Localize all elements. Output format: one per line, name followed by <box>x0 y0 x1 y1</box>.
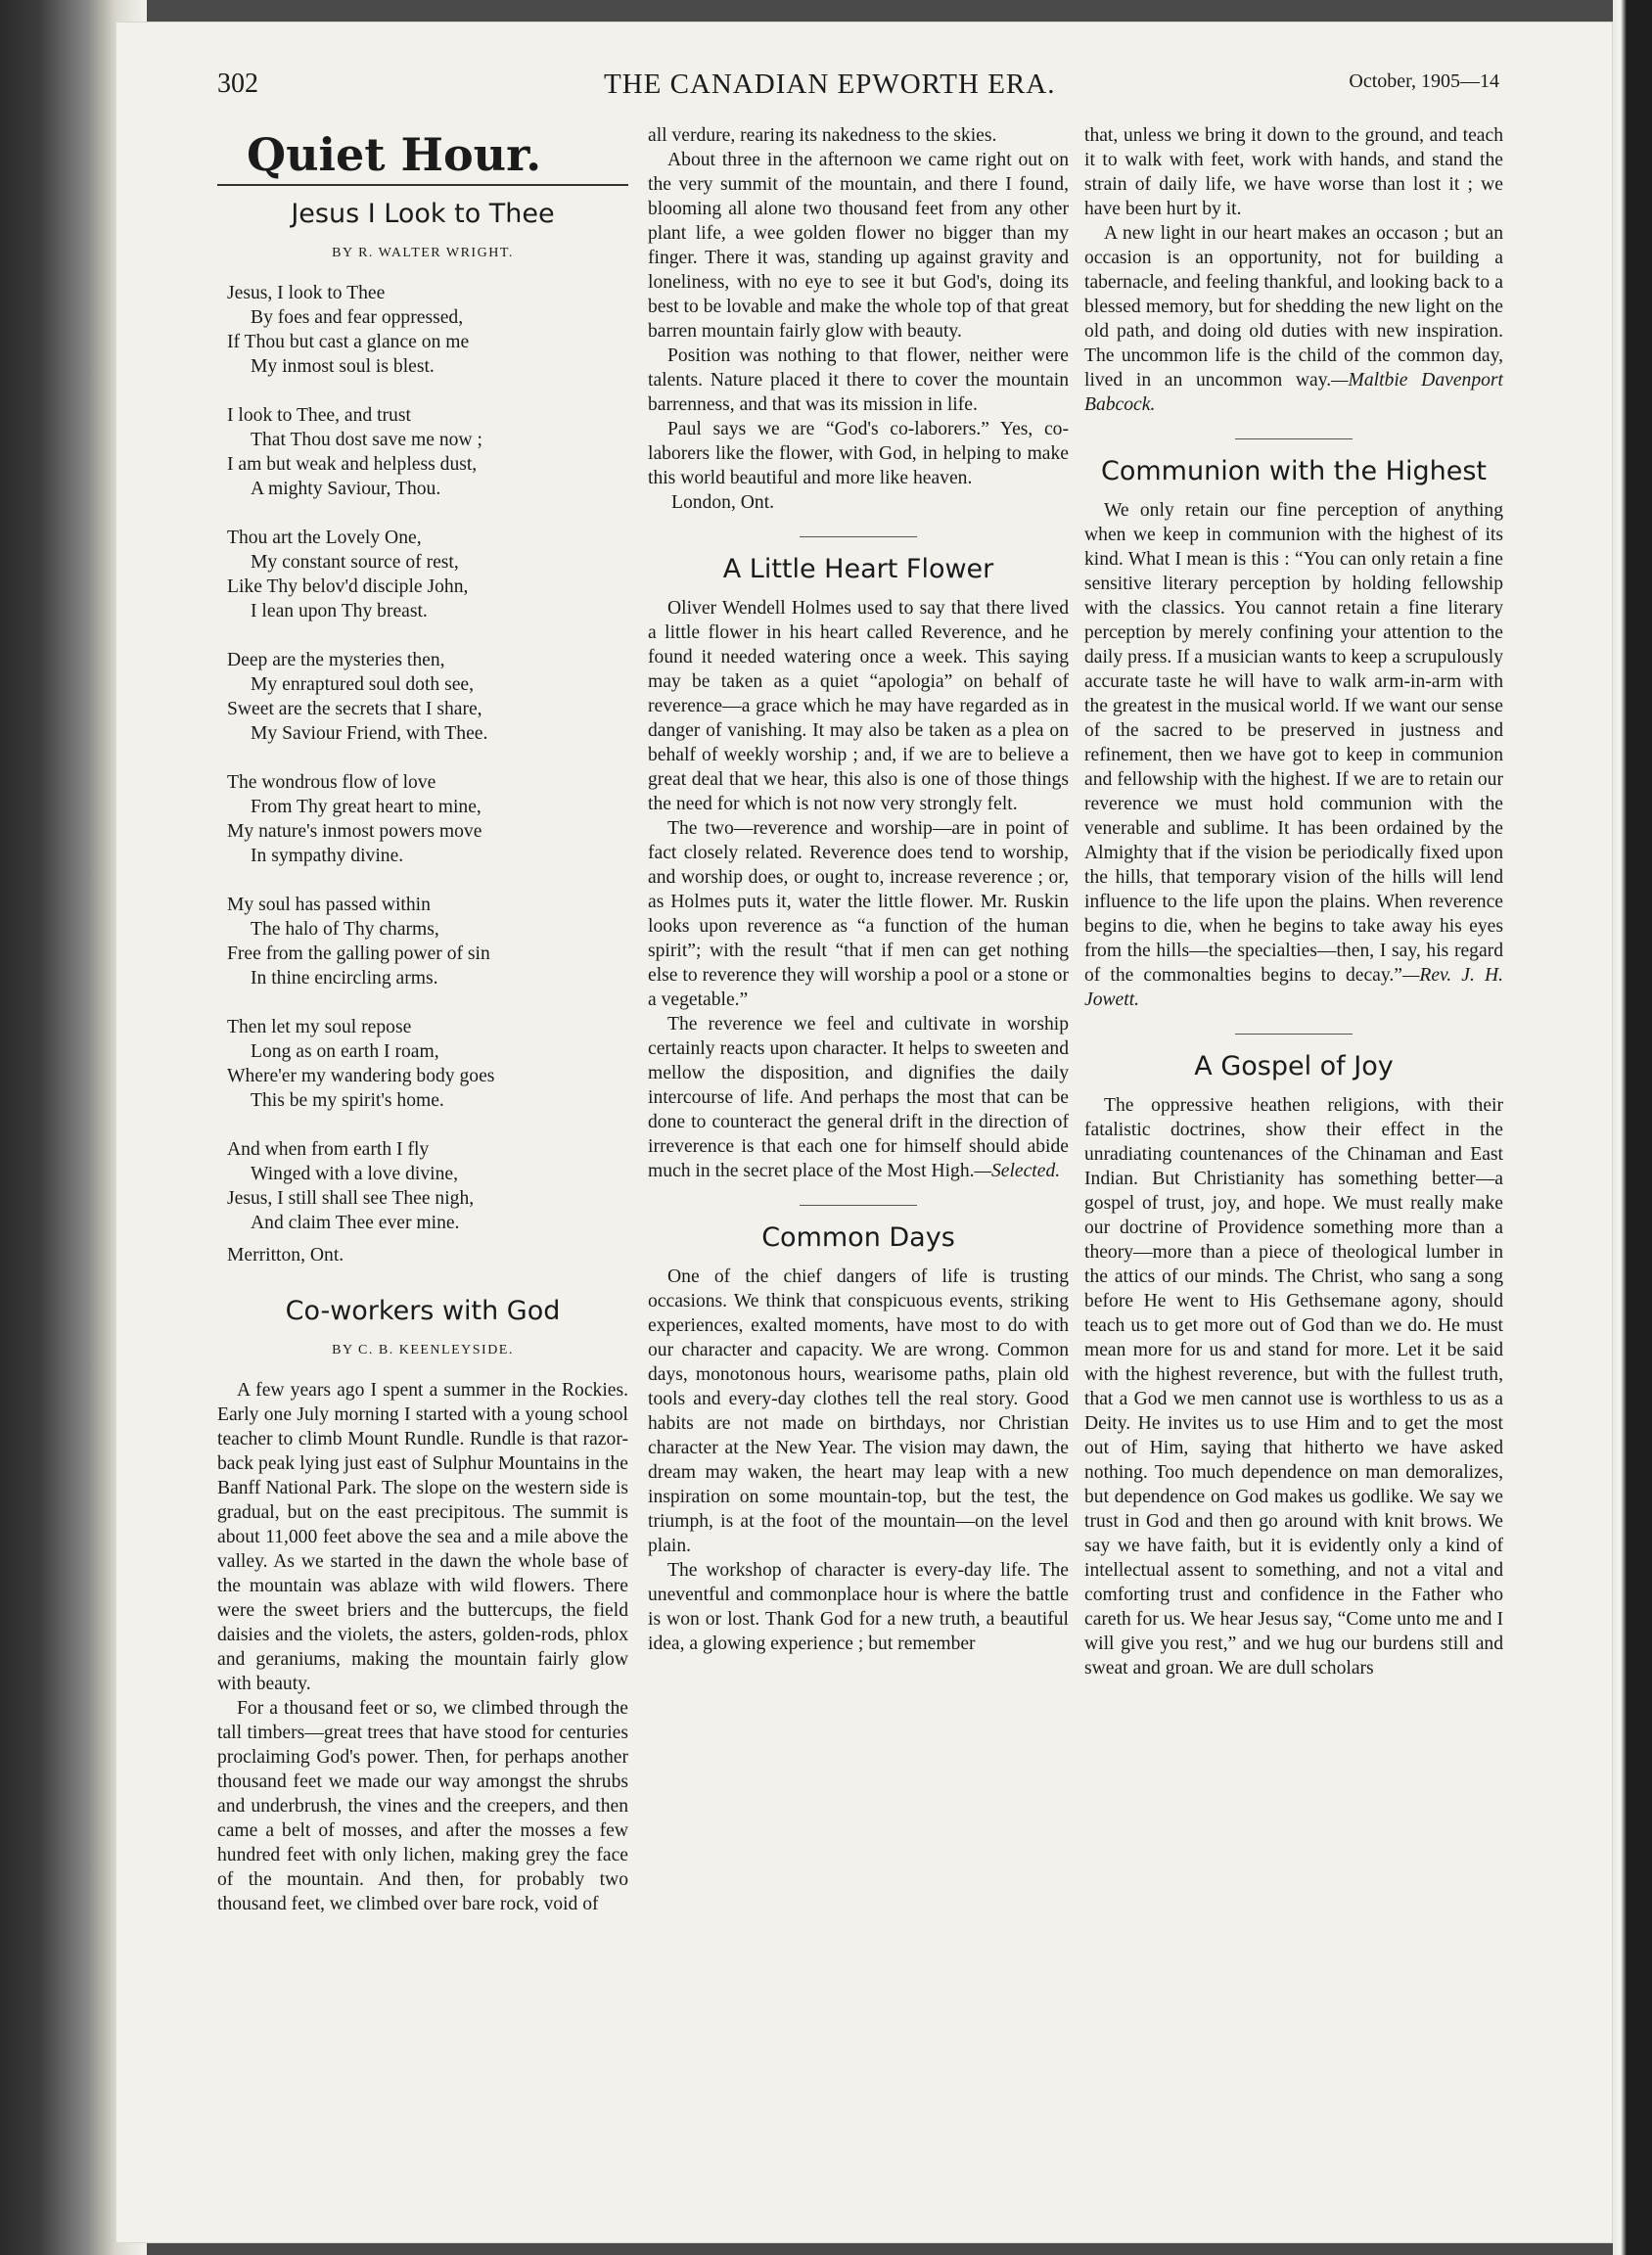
poem-line: In thine encircling arms. <box>251 968 438 989</box>
communion-title: Communion with the Highest <box>1101 456 1487 486</box>
article-paragraph: Position was nothing to that flower, neither were talents. Nature placed it there to cover the mountain barrenness, and that was its mission in life. <box>648 345 1069 415</box>
gospel-joy-title: A Gospel of Joy <box>1194 1051 1394 1081</box>
common-days-title: Common Days <box>761 1222 955 1253</box>
poem-title: Jesus I Look to Thee <box>291 199 555 229</box>
poem-line: Like Thy belov'd disciple John, <box>227 576 469 597</box>
poem-line: Winged with a love divine, <box>251 1164 458 1184</box>
poem-line: My nature's inmost powers move <box>227 821 482 842</box>
section-separator <box>800 536 917 537</box>
poem-line: My soul has passed within <box>227 895 431 915</box>
poem-stanza <box>227 648 628 746</box>
article-paragraph: One of the chief dangers of life is trusting occasions. We think that conspicuous events, striking experiences, exalted moments, have most to do with our character and capacity. We are wrong. Common days, monotonous hours, wearisome paths, plain old tools and every-day clothes tell the real story. Good habits are not made on birthdays, nor Christian character at the New Year. The vision may dawn, the dream may waken, the heart may leap with a new inspiration on some mountain-top, but the test, the triumph, is at the foot of the mountain—on the level plain. <box>648 1266 1069 1556</box>
poem-line: In sympathy divine. <box>251 846 404 866</box>
poem-stanza <box>227 281 628 379</box>
article-paragraph <box>1084 221 1503 417</box>
poem-line: Thou art the Lovely One, <box>227 528 422 548</box>
article-signature: —Maltbie Davenport Babcock. <box>1084 370 1503 415</box>
page-number: 302 <box>217 69 258 99</box>
poem-line: And claim Thee ever mine. <box>251 1213 460 1233</box>
column-2 <box>648 123 1069 1656</box>
poem-line: And when from earth I fly <box>227 1139 430 1160</box>
paragraph-text: A new light in our heart makes an occason ; but an occasion is an opportunity, not for building a tabernacle, and feeling thankful, and looking back to a blessed memory, but for shedding the new light on the old path, and doing old duties with new inspiration. The uncommon life is the child of the common day, lived in an uncommon way. <box>1084 223 1503 391</box>
poem-line: Long as on earth I roam, <box>251 1041 439 1062</box>
poem-line: Free from the galling power of sin <box>227 943 490 964</box>
section-separator <box>1235 1034 1353 1035</box>
article-paragraph: The two—reverence and worship—are in point of fact closely related. Reverence does tend to worship, and worship does, or ought to, increase reverence ; or, as Holmes puts it, water the little flower. Mr. Ruskin looks upon reverence as “a function of the human spirit”; with the result “that if men can get nothing else to reverence they will worship a pool or a stone or a vegetable.” <box>648 818 1069 1010</box>
heart-flower-title: A Little Heart Flower <box>722 554 994 584</box>
journal-title: THE CANADIAN EPWORTH ERA. <box>604 69 1056 100</box>
poem-line: I look to Thee, and trust <box>227 405 411 426</box>
article-paragraph <box>1084 498 1503 1012</box>
poem-line: Then let my soul repose <box>227 1017 412 1037</box>
paragraph-text: The reverence we feel and cultivate in worship certainly reacts upon character. It helps to sweeten and mellow the disposition, and dignifies the daily intercourse of life. And perhaps the most that can be done to counteract the general drift in the direction of irreverence is that each one for himself should abide much in the secret place of the Most High. <box>648 1014 1069 1181</box>
poem-line: A mighty Saviour, Thou. <box>251 479 441 499</box>
poem-stanza <box>227 770 628 868</box>
poem-line: By foes and fear oppressed, <box>251 307 464 328</box>
article-paragraph: The workshop of character is every-day life. The uneventful and commonplace hour is where the battle is won or lost. Thank God for a new truth, a beautiful idea, a glowing experience ; but remember <box>648 1560 1069 1654</box>
poem-line: Sweet are the secrets that I share, <box>227 699 482 719</box>
column-3 <box>1084 123 1503 1680</box>
article-paragraph: The oppressive heathen religions, with their fatalistic doctrines, show their effect in the unradiating countenances of the Chinaman and East Indian. But Christianity has something better—a gospel of trust, joy, and hope. We must really make our doctrine of Providence something more than a theory—more than a piece of theological lumber in the attics of our minds. The Christ, who sang a song before He went to His Gethsemane agony, should teach us to get more out of God than we do. He must mean more for us and stand for more. Let it be said with the highest reverence, but with the fullest truth, that a God we men cannot use is worthless to us as a Deity. He invites us to use Him and to get the most out of Him, saying that hitherto we have asked nothing. Too much dependence on man demoralizes, but dependence on God makes us godlike. We say we trust in God and then go around with knit brows. We say we have faith, but it is evidently only a kind of intellectual assent to something, and not a vital and comforting trust and confidence in the Father who careth for us. We hear Jesus say, “Come unto me and I will give you rest,” and we hug our burdens still and sweat and groan. We are dull scholars <box>1084 1095 1503 1679</box>
article-signature: —Rev. J. H. Jowett. <box>1084 965 1503 1010</box>
article-signature: —Selected. <box>974 1161 1061 1181</box>
page-edge <box>1613 0 1652 2255</box>
poem-line: Where'er my wandering body goes <box>227 1066 495 1086</box>
article-paragraph: A few years ago I spent a summer in the Rockies. Early one July morning I started with a young school teacher to climb Mount Rundle. Rundle is that razor-back peak lying just east of Sulphur Mountains in the Banff National Park. The slope on the western side is gradual, but on the east precipitous. The summit is about 11,000 feet above the sea and a mile above the valley. As we started in the dawn the whole base of the mountain was ablaze with wild flowers. There were the sweet briers and the buttercups, the field daisies and the violets, the asters, golden-rods, phlox and geraniums, making the mountain fairly glow with beauty. <box>217 1380 628 1694</box>
article-paragraph: that, unless we bring it down to the ground, and teach it to walk with feet, work with hands, and stand the strain of daily life, we have worse than lost it ; we have been hurt by it. <box>1084 125 1503 219</box>
poem-line: Deep are the mysteries then, <box>227 650 445 670</box>
paragraph-text: We only retain our fine perception of anything when we keep in communion with the highest of its kind. What I mean is this : “You can only retain a fine sensitive literary perception by holding fellowship with the classics. You cannot retain a fine literary perception by merely confining your attention to the daily press. If a musician wants to keep a scrupulously accurate taste he will have to walk arm-in-arm with the greatest in the musical world. If we want our sense of the sacred to be preserved in justness and refinement, then we have got to keep in communion and fellowship with the highest. If we are to retain our reverence we must hold communion with the venerable and sublime. It has been ordained by the Almighty that if the vision be periodically fixed upon the hills, that temporary vision of the hills will lend influence to the life upon the plains. When reverence begins to die, when he begins to take away his eyes from the hills—the specialties—then, I say, his regard of the commonalties begins to decay.” <box>1084 500 1503 986</box>
poem-stanza <box>227 1137 628 1235</box>
poem-line: Jesus, I look to Thee <box>227 283 386 303</box>
poem-place: Merritton, Ont. <box>227 1245 344 1266</box>
poem-stanza <box>227 526 628 623</box>
column-1 <box>217 123 628 1916</box>
poem-line: That Thou dost save me now ; <box>251 430 482 450</box>
section-masthead: Quiet Hour. <box>247 128 542 181</box>
poem-line: Jesus, I still shall see Thee nigh, <box>227 1188 475 1209</box>
poem-line: My Saviour Friend, with Thee. <box>251 723 488 744</box>
section-separator <box>1235 438 1353 439</box>
poem-stanza <box>227 1015 628 1113</box>
page-header <box>217 69 1499 108</box>
poem-line: I lean upon Thy breast. <box>251 601 428 621</box>
article-paragraph <box>648 1012 1069 1183</box>
article-paragraph: About three in the afternoon we came right out on the very summit of the mountain, and there I found, blooming all alone two thousand feet from any other plant life, a wee golden flower no bigger than my finger. There it was, standing up against gravity and loneliness, with no eye to see it but God's, doing its best to be lovable and make the whole top of that great barren mountain fairly glow with beauty. <box>648 150 1069 342</box>
poem-line: My inmost soul is blest. <box>251 356 435 377</box>
poem-line: This be my spirit's home. <box>251 1090 444 1111</box>
poem-line: The wondrous flow of love <box>227 772 436 793</box>
poem-byline: BY R. WALTER WRIGHT. <box>332 246 514 260</box>
article-paragraph: Oliver Wendell Holmes used to say that there lived a little flower in his heart called Reverence, and he found it needed watering once a week. This saying may be taken as a quiet “apologia” on behalf of reverence—a grace which he may have regarded as in danger of vanishing. It may also be taken as a plea on behalf of weekly worship ; and, if we are to believe a great deal that we hear, this also is one of those things the need for which is not now very strongly felt. <box>648 598 1069 814</box>
poem-line: From Thy great heart to mine, <box>251 797 482 817</box>
article-paragraph: all verdure, rearing its nakedness to the skies. <box>648 125 997 146</box>
article-paragraph: For a thousand feet or so, we climbed through the tall timbers—great trees that have stood for centuries proclaiming God's power. Then, for perhaps another thousand feet we made our way amongst the shrubs and underbrush, the vines and the creepers, and then came a belt of mosses, and after the mosses a few hundred feet with only lichen, making grey the face of the mountain. And then, for probably two thousand feet, we climbed over bare rock, void of <box>217 1698 628 1914</box>
poem-line: My enraptured soul doth see, <box>251 674 474 695</box>
coworkers-place: London, Ont. <box>671 492 775 513</box>
article-paragraph: Paul says we are “God's co-laborers.” Yes, co-laborers like the flower, with God, in helping to make this world beautiful and more like heaven. <box>648 419 1069 488</box>
coworkers-title: Co-workers with God <box>285 1296 561 1326</box>
poem-line: I am but weak and helpless dust, <box>227 454 478 475</box>
section-separator <box>800 1205 917 1206</box>
poem-line: If Thou but cast a glance on me <box>227 332 470 352</box>
poem-stanza <box>227 893 628 990</box>
poem-stanza <box>227 403 628 501</box>
masthead-rule <box>217 184 628 186</box>
poem-line: My constant source of rest, <box>251 552 459 573</box>
coworkers-byline: BY C. B. KEENLEYSIDE. <box>332 1343 514 1358</box>
issue-date: October, 1905—14 <box>1349 70 1499 92</box>
poem-line: The halo of Thy charms, <box>251 919 439 940</box>
